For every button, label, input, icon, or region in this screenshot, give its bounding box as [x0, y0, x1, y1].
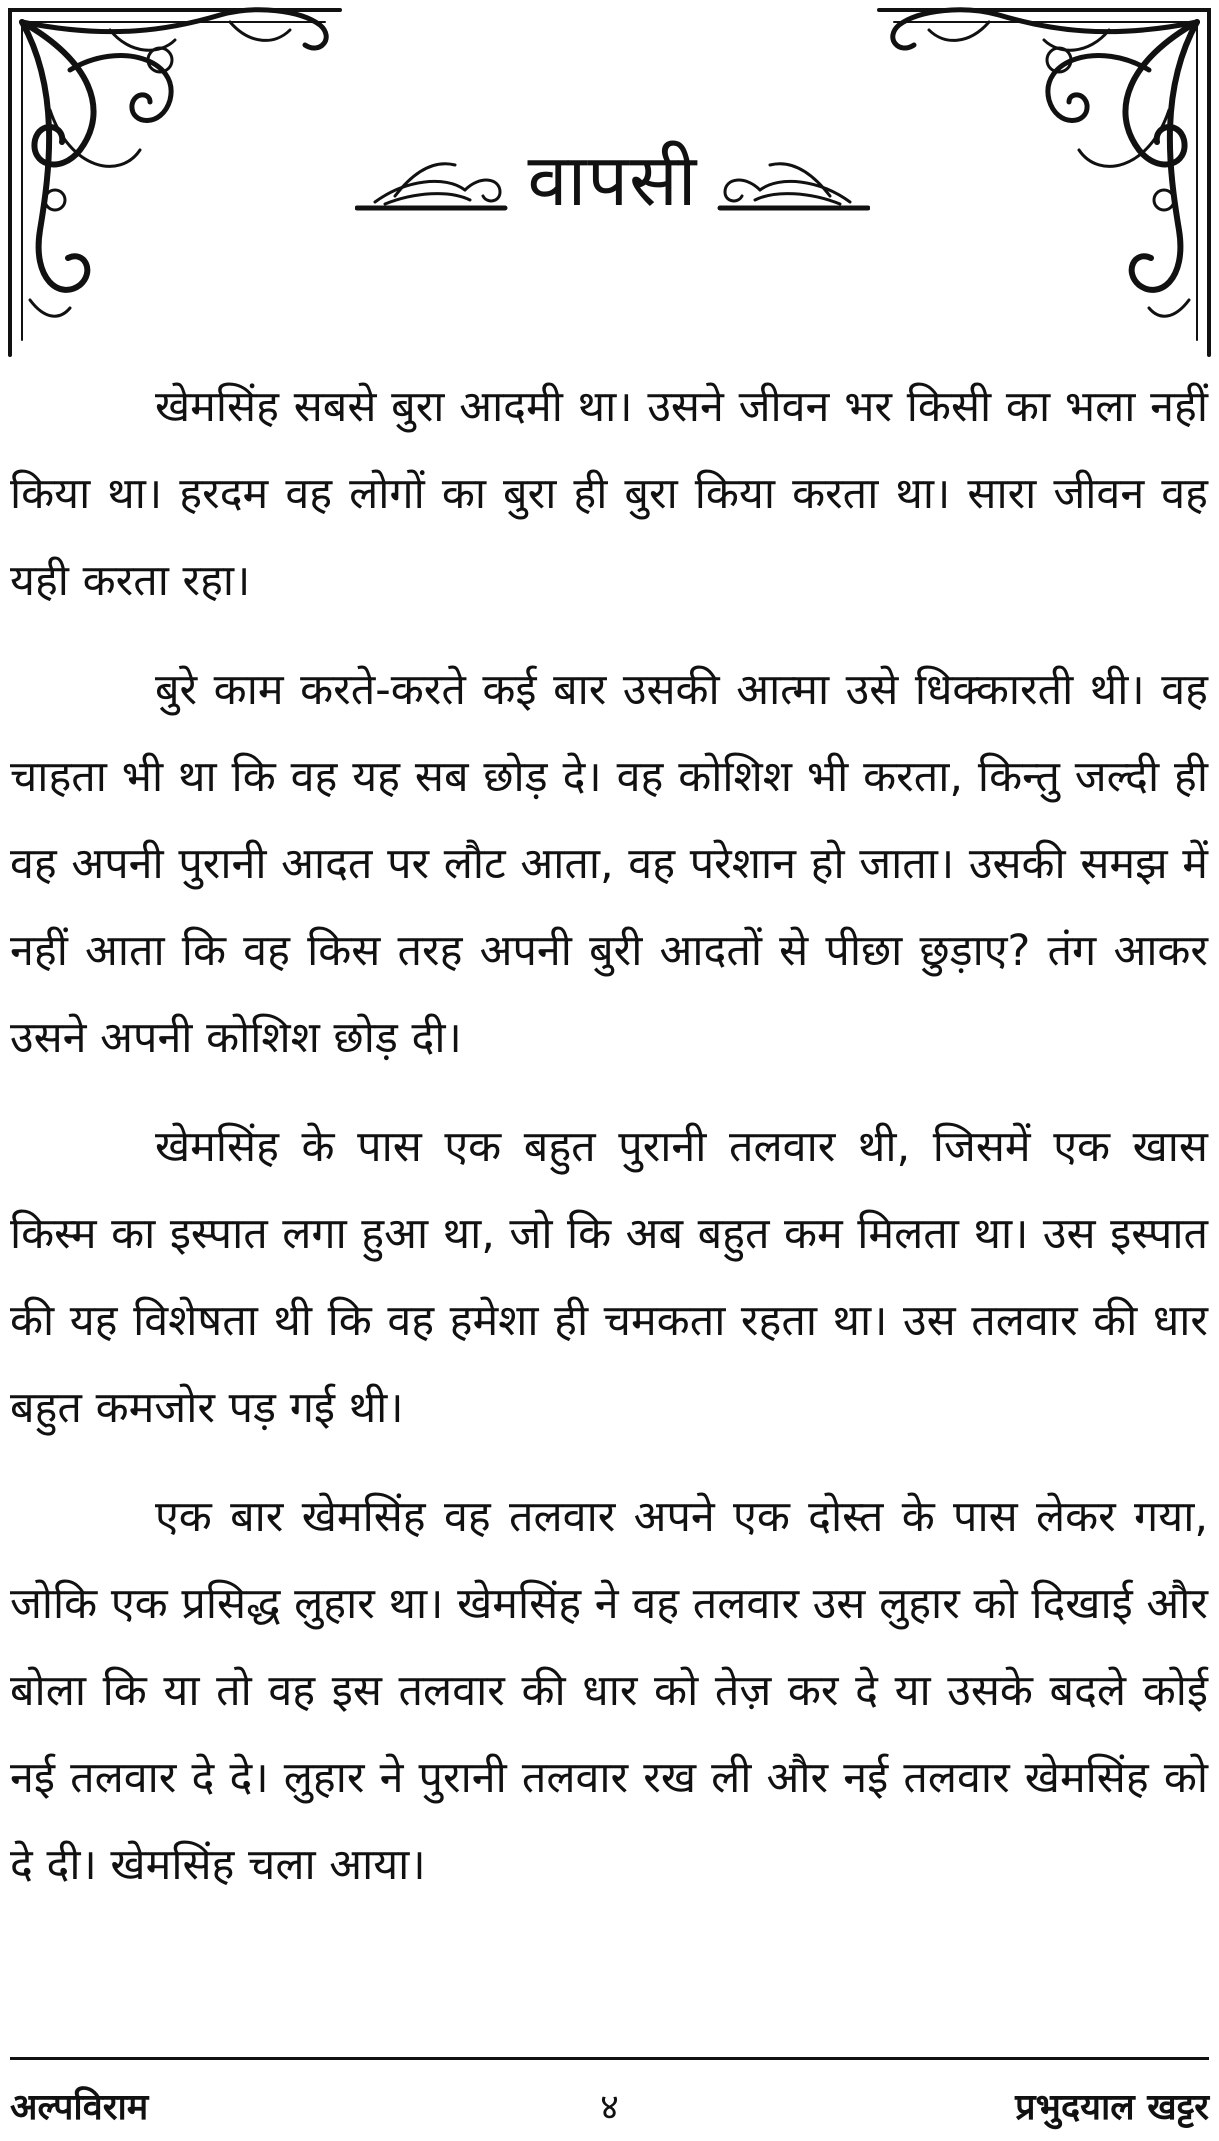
ornamental-corner-right-icon: [859, 0, 1219, 360]
paragraph-1: खेमसिंह सबसे बुरा आदमी था। उसने जीवन भर किसी का भला नहीं किया था। हरदम वह लोगों का बुरा ही बुरा किया करता था। सारा जीवन वह यही करता रहा।: [10, 382, 1208, 606]
footer-author: प्रभुदयाल खट्टर: [1015, 2087, 1209, 2128]
title-block: [355, 120, 870, 240]
footer-page-number: ४: [600, 2087, 619, 2128]
footer-divider: [10, 2057, 1209, 2060]
paragraph-2: बुरे काम करते-करते कई बार उसकी आत्मा उसे धिक्कारती थी। वह चाहता भी था कि वह यह सब छोड़ दे। वह कोशिश भी करता, किन्तु जल्दी ही वह अपनी पुरानी आदत पर लौट आता, वह परेशान हो जाता। उसकी समझ में नहीं आता कि वह किस तरह अपनी बुरी आदतों से पीछा छुड़ाए? तंग आकर उसने अपनी कोशिश छोड़ दी।: [10, 665, 1208, 1063]
paragraph-3: खेमसिंह के पास एक बहुत पुरानी तलवार थी, जिसमें एक खास किस्म का इस्पात लगा हुआ था, जो कि अब बहुत कम मिलता था। उस इस्पात की यह विशेषता थी कि वह हमेशा ही चमकता रहता था। उस तलवार की धार बहुत कमजोर पड़ गई थी।: [10, 1122, 1208, 1433]
footer-book-title: अल्पविराम: [10, 2087, 149, 2128]
page-footer: [10, 2080, 1209, 2136]
page-title: वापसी: [527, 138, 698, 222]
ornamental-corner-left-icon: [0, 0, 360, 360]
story-body: [10, 364, 1208, 1931]
paragraph-4: एक बार खेमसिंह वह तलवार अपने एक दोस्त के पास लेकर गया, जोकि एक प्रसिद्ध लुहार था। खेमसिंह ने वह तलवार उस लुहार को दिखाई और बोला कि या तो वह इस तलवार की धार को तेज़ कर दे या उसके बदले कोई नई तलवार दे दे। लुहार ने पुरानी तलवार रख ली और नई तलवार खेमसिंह को दे दी। खेमसिंह चला आया।: [10, 1492, 1208, 1890]
